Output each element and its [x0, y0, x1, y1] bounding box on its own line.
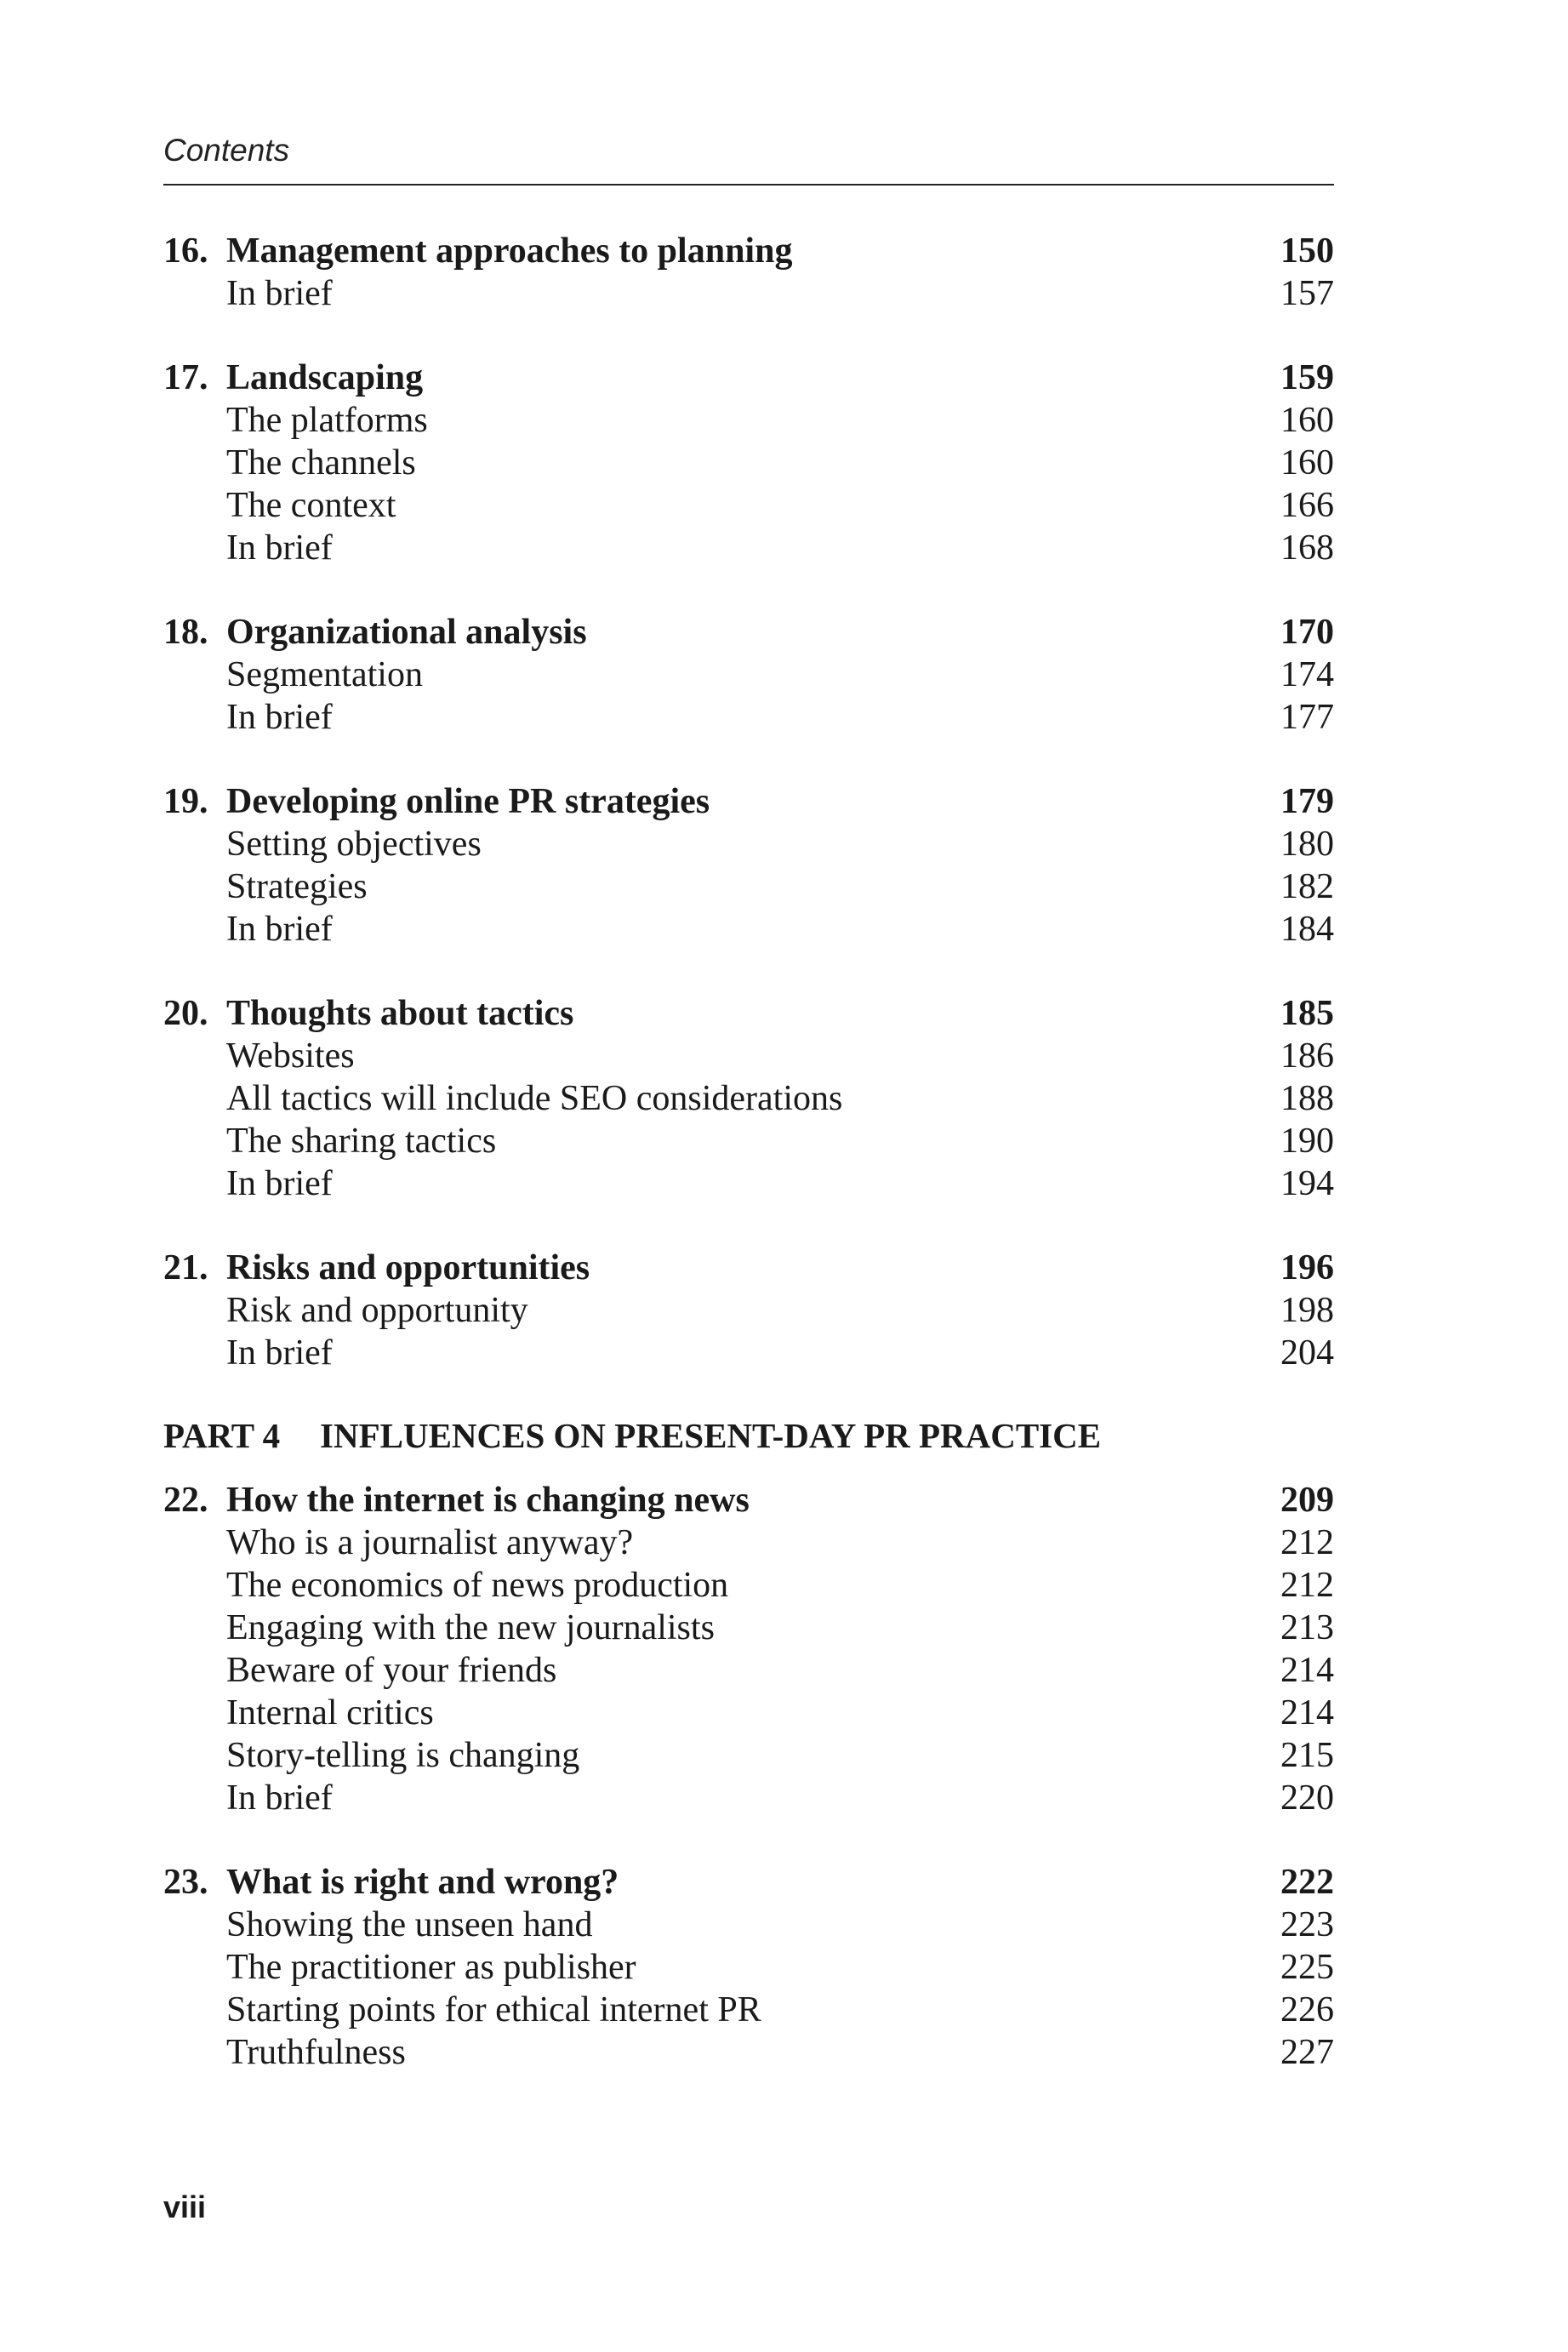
section-page: 212: [1280, 1523, 1334, 1562]
section-page: 184: [1280, 910, 1334, 949]
chapter-title: What is right and wrong?: [226, 1863, 619, 1902]
chapter-page: 196: [1280, 1248, 1334, 1287]
chapter-number: 22.: [163, 1481, 208, 1520]
chapter-number: 20.: [163, 994, 208, 1033]
chapter-title: Organizational analysis: [226, 613, 587, 652]
section-title: Truthfulness: [226, 2033, 406, 2072]
section-page: 212: [1280, 1566, 1334, 1605]
section-row: [163, 1120, 1334, 1162]
section-row: [163, 1289, 1334, 1332]
section-page: 160: [1280, 443, 1334, 482]
section-title: Websites: [226, 1036, 355, 1076]
section-row: [163, 2031, 1334, 2074]
chapter-entry: [163, 230, 1334, 315]
section-page: 204: [1280, 1333, 1334, 1373]
chapter-title: Management approaches to planning: [226, 231, 793, 271]
section-page: 180: [1280, 825, 1334, 864]
section-title: The platforms: [226, 401, 428, 440]
chapter-list-part-4: [163, 1479, 1334, 2074]
chapter-page: 170: [1280, 613, 1334, 652]
chapter-number: 17.: [163, 358, 208, 397]
part-label: PART 4: [163, 1416, 281, 1455]
section-row: [163, 1564, 1334, 1607]
chapter-entry: [163, 992, 1334, 1205]
section-page: 186: [1280, 1036, 1334, 1076]
section-title: In brief: [226, 910, 333, 949]
section-row: [163, 399, 1334, 442]
chapter-number: 19.: [163, 782, 208, 821]
section-title: In brief: [226, 528, 333, 568]
chapter-heading-row: [163, 230, 1334, 272]
section-row: [163, 1332, 1334, 1374]
section-title: All tactics will include SEO considerations: [226, 1079, 843, 1118]
section-row: [163, 1692, 1334, 1734]
section-title: In brief: [226, 1333, 333, 1373]
chapter-heading-row: [163, 611, 1334, 654]
section-title: Engaging with the new journalists: [226, 1608, 715, 1647]
section-row: [163, 484, 1334, 527]
chapter-entry: [163, 1479, 1334, 1819]
section-title: The channels: [226, 443, 416, 482]
section-row: [163, 696, 1334, 739]
chapter-heading-row: [163, 992, 1334, 1035]
section-row: [163, 865, 1334, 908]
section-page: 194: [1280, 1164, 1334, 1203]
section-row: [163, 442, 1334, 484]
section-page: 223: [1280, 1905, 1334, 1944]
section-page: 214: [1280, 1693, 1334, 1733]
chapter-heading-row: [163, 1479, 1334, 1521]
section-row: [163, 1521, 1334, 1564]
section-row: [163, 1607, 1334, 1649]
section-row: [163, 1777, 1334, 1819]
section-page: 157: [1280, 274, 1334, 313]
section-row: [163, 654, 1334, 696]
chapter-number: 23.: [163, 1863, 208, 1902]
section-page: 190: [1280, 1122, 1334, 1161]
section-page: 188: [1280, 1079, 1334, 1118]
page-number: viii: [163, 2189, 207, 2224]
chapter-heading-row: [163, 1247, 1334, 1289]
section-page: 215: [1280, 1736, 1334, 1775]
section-title: The sharing tactics: [226, 1122, 497, 1161]
section-title: The practitioner as publisher: [226, 1948, 636, 1987]
chapter-page: 222: [1280, 1863, 1334, 1902]
table-of-contents: [163, 230, 1334, 2115]
section-row: [163, 1904, 1334, 1946]
section-page: 160: [1280, 401, 1334, 440]
section-title: Beware of your friends: [226, 1651, 557, 1690]
running-head: Contents: [163, 133, 290, 168]
section-page: 226: [1280, 1990, 1334, 2029]
section-page: 166: [1280, 486, 1334, 525]
section-row: [163, 1649, 1334, 1692]
section-title: Segmentation: [226, 655, 423, 694]
chapter-page: 150: [1280, 231, 1334, 271]
chapter-number: 21.: [163, 1248, 208, 1287]
chapter-number: 16.: [163, 231, 208, 271]
section-title: In brief: [226, 1164, 333, 1203]
section-title: Risk and opportunity: [226, 1291, 528, 1330]
chapter-number: 18.: [163, 613, 208, 652]
chapter-page: 185: [1280, 994, 1334, 1033]
section-row: [163, 1162, 1334, 1205]
section-title: In brief: [226, 698, 333, 737]
section-title: Showing the unseen hand: [226, 1905, 593, 1944]
section-title: Setting objectives: [226, 825, 482, 864]
section-row: [163, 1077, 1334, 1120]
section-row: [163, 908, 1334, 951]
chapter-heading-row: [163, 780, 1334, 823]
section-page: 213: [1280, 1608, 1334, 1647]
section-title: The economics of news production: [226, 1566, 729, 1605]
part-heading: [163, 1414, 1334, 1457]
chapter-entry: [163, 611, 1334, 739]
section-page: 225: [1280, 1948, 1334, 1987]
section-title: Strategies: [226, 867, 368, 906]
section-page: 214: [1280, 1651, 1334, 1690]
chapter-entry: [163, 1247, 1334, 1374]
section-title: Story-telling is changing: [226, 1736, 580, 1775]
chapter-heading-row: [163, 357, 1334, 399]
chapter-title: Landscaping: [226, 358, 424, 397]
section-title: Who is a journalist anyway?: [226, 1523, 634, 1562]
section-page: 198: [1280, 1291, 1334, 1330]
section-row: [163, 823, 1334, 865]
chapter-page: 179: [1280, 782, 1334, 821]
section-page: 174: [1280, 655, 1334, 694]
chapter-list-part-3: [163, 230, 1334, 1374]
chapter-entry: [163, 357, 1334, 569]
section-title: In brief: [226, 274, 333, 313]
section-title: In brief: [226, 1778, 333, 1818]
section-page: 220: [1280, 1778, 1334, 1818]
chapter-title: How the internet is changing news: [226, 1481, 750, 1520]
chapter-title: Developing online PR strategies: [226, 782, 710, 821]
section-row: [163, 272, 1334, 315]
section-row: [163, 527, 1334, 569]
chapter-page: 209: [1280, 1481, 1334, 1520]
section-row: [163, 1035, 1334, 1077]
section-title: The context: [226, 486, 396, 525]
chapter-entry: [163, 1861, 1334, 2074]
header-rule: [163, 184, 1334, 186]
section-row: [163, 1989, 1334, 2031]
section-title: Starting points for ethical internet PR: [226, 1990, 761, 2029]
part-title: INFLUENCES ON PRESENT-DAY PR PRACTICE: [320, 1416, 1102, 1455]
chapter-title: Risks and opportunities: [226, 1248, 590, 1287]
section-page: 227: [1280, 2033, 1334, 2072]
section-page: 182: [1280, 867, 1334, 906]
section-row: [163, 1946, 1334, 1989]
section-page: 168: [1280, 528, 1334, 568]
section-row: [163, 1734, 1334, 1777]
chapter-title: Thoughts about tactics: [226, 994, 574, 1033]
section-title: Internal critics: [226, 1693, 434, 1733]
section-page: 177: [1280, 698, 1334, 737]
chapter-heading-row: [163, 1861, 1334, 1904]
chapter-page: 159: [1280, 358, 1334, 397]
chapter-entry: [163, 780, 1334, 951]
